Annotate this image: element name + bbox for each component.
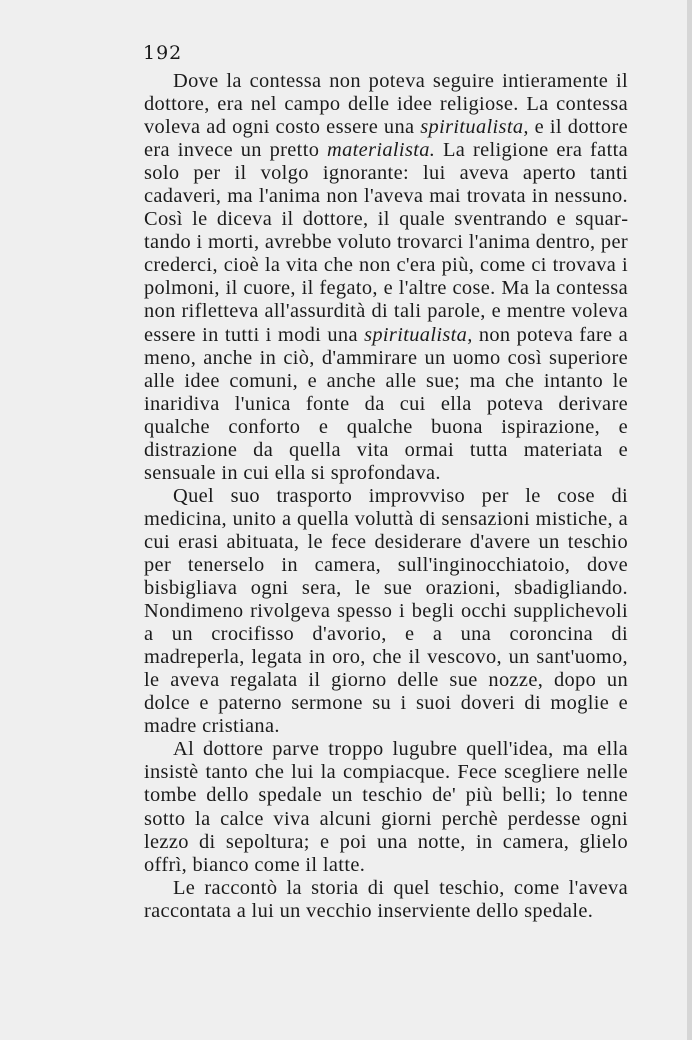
text-run: Al dottore parve troppo lugubre quell'idea, ma ella insistè tanto che lui la compiacque. Fece scegliere nelle tombe dello spedale un teschio de' più belli; lo tenne sotto la calce viva alcuni giorni perchè perdesse ogni lezzo di sepoltura; e poi una notte, in camera, glielo offrì, bianco come il latte.: [144, 738, 628, 876]
body-text: [144, 70, 628, 923]
italic-term: spiritualista,: [364, 323, 473, 346]
paragraph: [144, 70, 628, 485]
text-run: Quel suo trasporto improvviso per le cose di medicina, unito a quella voluttà di sensazioni mistiche, a cui erasi abituata, le fece desiderare d'avere un teschio per tenerselo in camera, sull'inginocchiatoio, dove bisbigliava ogni sera, le sue orazioni, sbadigliando. Nondimeno rivolgeva spesso i begli occhi supplichevoli a un crocifisso d'avorio, e a una coroncina di madreperla, legata in oro, che il vescovo, un sant'uomo, le aveva regalata il giorno delle sue nozze, dopo un dolce e paterno sermone su i suoi doveri di moglie e madre cristiana.: [144, 484, 628, 738]
italic-term: materialista.: [327, 139, 436, 162]
text-run: Le raccontò la storia di quel teschio, come l'aveva raccontata a lui un vecchio inserviente dello spedale.: [144, 876, 628, 922]
text-run: Dove la contessa non poteva seguire intieramente il dottore, era nel campo delle idee religiose. La contessa voleva ad ogni costo essere una: [144, 70, 628, 139]
italic-term: spiritualista,: [420, 116, 529, 139]
text-run: La religione era fatta solo per il volgo ignorante: lui aveva aperto tanti cadaveri, ma l'anima non l'aveva mai trovata in nessuno. Così le diceva il dottore, il quale sventrando e squartando i morti, avrebbe voluto trovarci l'anima dentro, per crederci, cioè la vita che non c'era più, come ci trovava i polmoni, il cuore, il fegato, e l'altre cose. Ma la contessa non rifletteva all'assurdità di tali parole, e mentre voleva essere in tutti i modi una: [144, 139, 629, 346]
paragraph: [144, 877, 628, 923]
text-run: e il dottore era invece un pretto: [144, 116, 628, 162]
page-edge-shadow: [687, 0, 692, 1040]
paragraph: [144, 485, 628, 739]
text-run: non poteva fare a meno, anche in ciò, d'ammirare un uomo così superiore alle idee comuni, e anche alle sue; ma che intanto le inaridiva l'unica fonte da cui ella poteva derivare qualche conforto e qualche buona ispirazione, e distrazione da quella vita ormai tutta materiata e sensuale in cui ella si sprofondava.: [144, 323, 628, 484]
page-number: 192: [143, 42, 183, 64]
paragraph: [144, 738, 628, 876]
